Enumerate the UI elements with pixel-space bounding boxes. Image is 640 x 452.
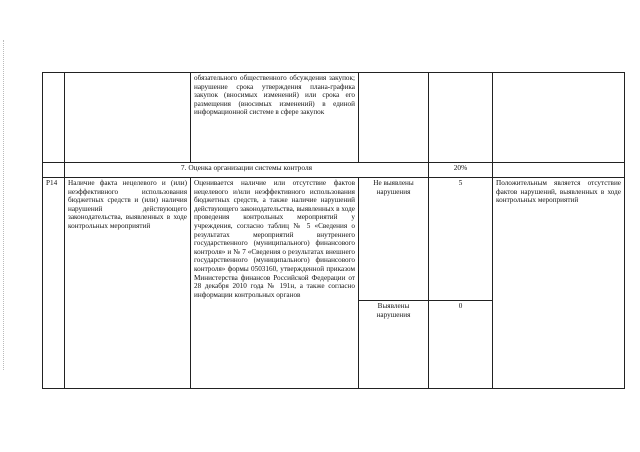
cell-empty: [493, 163, 625, 178]
table-row-continuation: [43, 73, 625, 163]
cell-empty: [43, 163, 65, 178]
cell-empty: [65, 73, 191, 163]
cell-empty: [429, 73, 493, 163]
cell-empty: [359, 73, 429, 163]
option-score: 0: [429, 301, 493, 389]
indicator-method: Оценивается наличие или отсутствие фактов нецелевого и/или неэффективного использования бюджетных средств, а также наличие нарушений действующего законодательства, выявленных в ходе проведения контрольных мероприятий у учреждения, согласно таблиц № 5 «Сведения о результатах мероприятий внутреннего государственного (муниципального) финансового контроля» и № 7 «Сведения о результатах внешнего государственного (муниципального) финансового контроля» формы 0503160, утвержденной приказом Министерства финансов Российской Федерации от 28 декабря 2010 года № 191н, а также согласно информации контрольных органов: [191, 178, 359, 389]
option-label: Не выявлены нарушения: [359, 178, 429, 301]
scan-margin-mark: [3, 40, 6, 370]
indicator-name: Наличие факта нецелевого и (или) неэффективного использования бюджетных средств и (или) наличия нарушений действующего законодательства, выявленных в ходе контрольных мероприятий: [65, 178, 191, 389]
indicator-code: P14: [43, 178, 65, 389]
indicator-row: [43, 178, 625, 301]
option-score: 5: [429, 178, 493, 301]
continuation-text: обязательного общественного обсуждения закупок; нарушение срока утверждения плана-графика закупок (вносимых изменений) или срока его размещения (вносимых изменений) в единой информационной системе в сфере закупок: [191, 73, 359, 163]
section-weight: 20%: [429, 163, 493, 178]
section-title: 7. Оценка организации системы контроля: [65, 163, 429, 178]
indicator-comment: Положительным является отсутствие фактов нарушений, выявленных в ходе контрольных мероприятий: [493, 178, 625, 389]
option-label: Выявлены нарушения: [359, 301, 429, 389]
cell-empty: [493, 73, 625, 163]
criteria-table: [42, 72, 625, 389]
section-row: [43, 163, 625, 178]
cell-empty: [43, 73, 65, 163]
